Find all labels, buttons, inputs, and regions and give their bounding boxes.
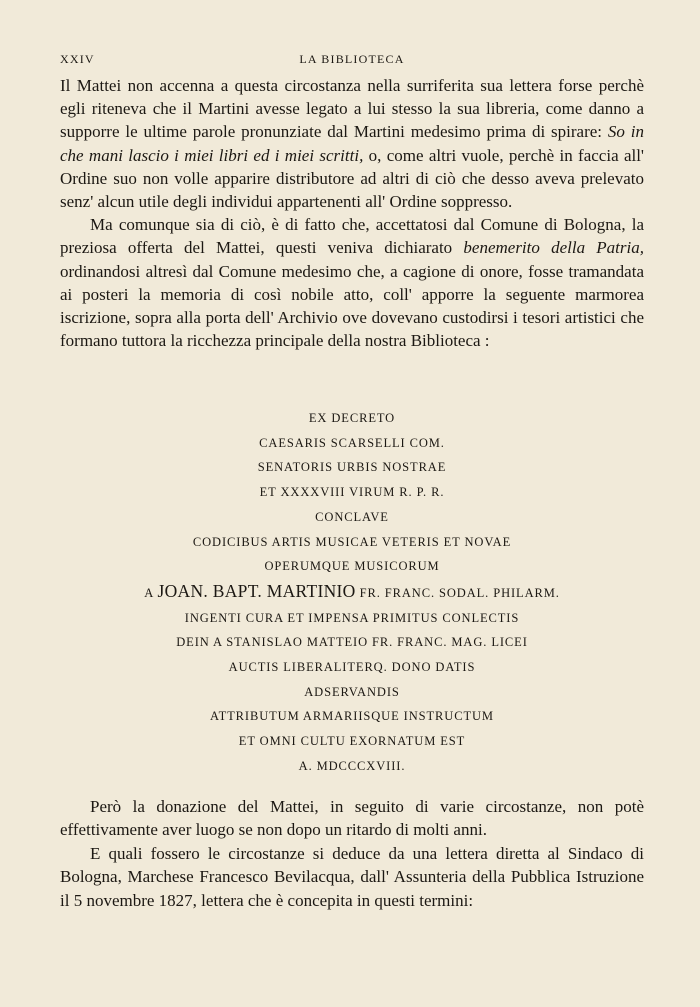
text-block-top — [60, 74, 644, 352]
paragraph-2 — [60, 213, 644, 352]
inscription-line: ET XXXXVIII VIRUM R. P. R. — [259, 485, 445, 500]
paragraph-3: Però la donazione del Mattei, in seguito di varie circostanze, non potè effettivamente aver luogo se non dopo un ritardo di molti anni. — [60, 797, 644, 840]
paragraph-1-text-after: o, come altri vuole, perchè in faccia all' Ordine suo non volle apparire distributore ad altri di ciò che desso aveva prelevato senz' alcun utile degli individui appartenenti all' Ordine soppresso. — [60, 145, 644, 212]
martini-quote: So in che mani lascio i miei libri ed i miei scritti, — [60, 122, 644, 165]
paragraph-4: E quali fossero le circostanze si deduce da una lettera diretta al Sindaco di Bologna, Marchese Francesco Bevilacqua, dall' Assunteria della Pubblica Istruzione il 5 novembre 1827, lettera che è concepita in questi termini: — [60, 843, 644, 910]
inscription-line: A. MDCCCXVIII. — [298, 758, 406, 773]
page-number: XXIV — [60, 52, 95, 66]
paragraph-2-text-after: ordinandosi altresì dal Comune medesimo che, a cagione di onore, fosse tramandata ai posteri la memoria di così nobile atto, coll' apporre la seguente marmorea iscrizione, sopra alla porta dell' Archivio ove dovevano custodirsi i tesori artistici che formano tuttora la ricchezza principale della nostra Biblioteca : — [60, 261, 644, 351]
inscription-line: ADSERVANDIS — [304, 684, 400, 699]
running-header — [60, 52, 644, 72]
inscription-line: ATTRIBUTUM ARMARIISQUE INSTRUCTUM — [210, 709, 494, 724]
inscription-line: DEIN A STANISLAO MATTEIO FR. FRANC. MAG. LICEI — [176, 635, 528, 650]
inscription-line: AUCTIS LIBERALITERQ. DONO DATIS — [228, 660, 476, 675]
inscription-line-martinio — [60, 579, 644, 606]
running-title: LA BIBLIOTECA — [299, 52, 405, 66]
inscription-line: CAESARIS SCARSELLI COM. — [259, 435, 445, 450]
inscription-line: ET OMNI CULTU EXORNATUM EST — [238, 734, 466, 749]
inscription-line: INGENTI CURA ET IMPENSA PRIMITUS CONLECTIS — [184, 610, 520, 625]
inscription-a: A — [144, 585, 154, 600]
marble-inscription — [60, 406, 644, 779]
inscription-line: CODICIBUS ARTIS MUSICAE VETERIS ET NOVAE — [192, 534, 512, 549]
inscription-martinio-title: FR. FRANC. SODAL. PHILARM. — [359, 585, 560, 600]
inscription-line: EX DECRETO — [308, 411, 396, 425]
inscription-martinio-name: JOAN. BAPT. MARTINIO — [157, 580, 356, 601]
inscription-line: SENATORIS URBIS NOSTRAE — [257, 460, 447, 475]
inscription-line: OPERUMQUE MUSICORUM — [264, 559, 440, 574]
benemerito-phrase: benemerito della Patria, — [463, 238, 644, 258]
inscription-line: CONCLAVE — [315, 509, 389, 524]
paragraph-1-text: Il Mattei non accenna a questa circostanza nella surriferita sua lettera forse perchè egli riteneva che il Martini avesse legato a lui stesso la sua libreria, come danno a supporre le ultime parole pronunziate dal Martini medesimo prima di spirare: — [60, 76, 644, 142]
paragraph-2-text: Ma comunque sia di ciò, è di fatto che, accettatosi dal Comune di Bologna, la preziosa offerta del Mattei, questi veniva dichiarato — [60, 215, 644, 258]
paragraph-1 — [60, 74, 644, 213]
text-block-bottom — [60, 795, 644, 912]
